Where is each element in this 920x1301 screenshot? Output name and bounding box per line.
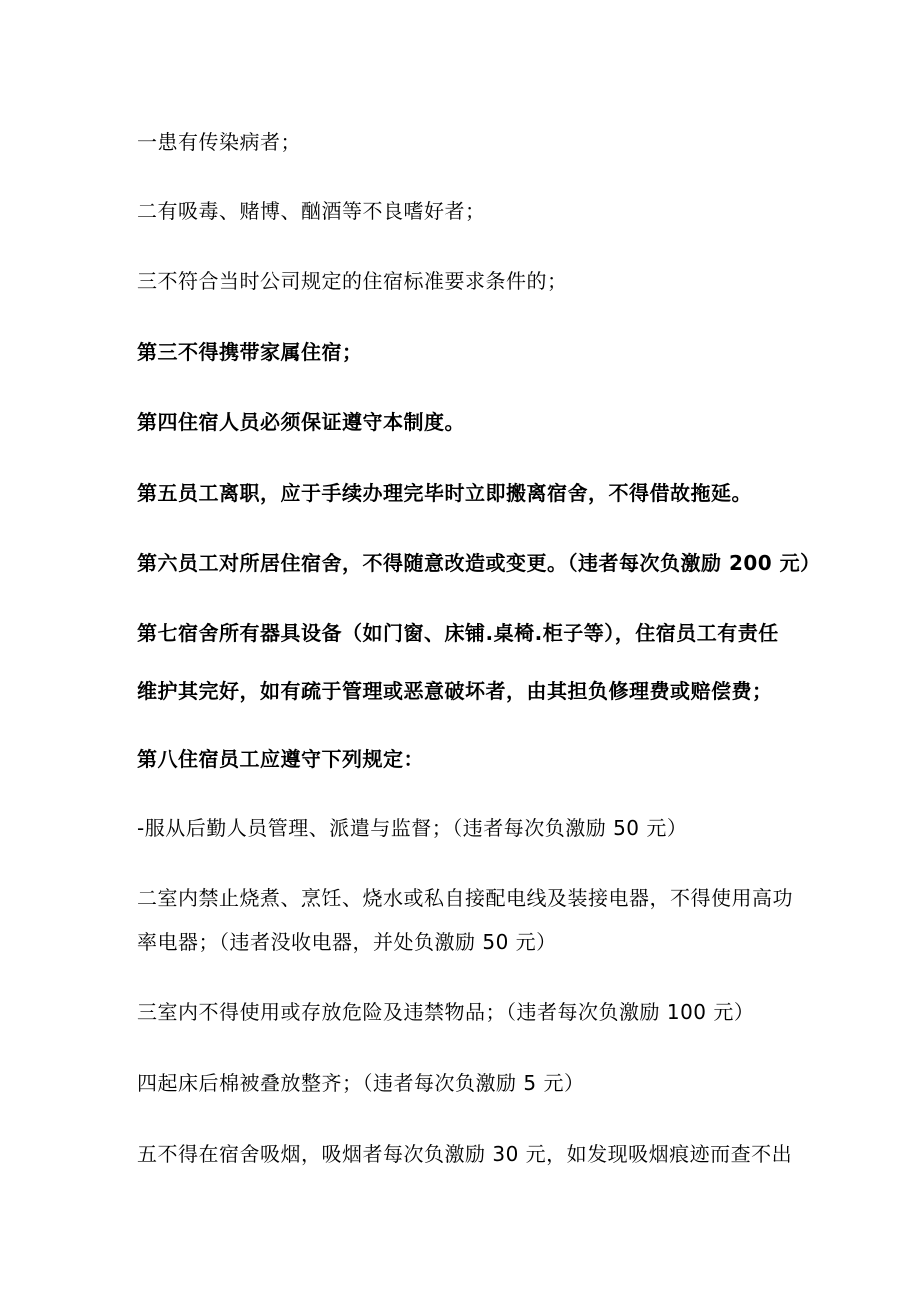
rule-2-line-2: 率电器；（违者没收电器，并处负激励 50 元） xyxy=(137,930,557,954)
article-3: 第三不得携带家属住宿； xyxy=(137,340,363,364)
rule-5: 五不得在宿舍吸烟，吸烟者每次负激励 30 元，如发现吸烟痕迹而查不出 xyxy=(137,1142,793,1166)
article-7-line-2: 维护其完好，如有疏于管理或恶意破坏者，由其担负修理费或赔偿费； xyxy=(137,679,773,703)
doc-line-2: 二有吸毒、赌博、酗酒等不良嗜好者； xyxy=(137,199,486,223)
article-4: 第四住宿人员必须保证遵守本制度。 xyxy=(137,410,465,434)
doc-line-3: 三不符合当时公司规定的住宿标准要求条件的； xyxy=(137,269,568,293)
rule-2-line-1: 二室内禁止烧煮、烹饪、烧水或私自接配电线及装接电器，不得使用高功 xyxy=(137,886,793,910)
rule-1: -服从后勤人员管理、派遣与监督；（违者每次负激励 50 元） xyxy=(137,816,688,840)
article-8: 第八住宿员工应遵守下列规定： xyxy=(137,747,424,771)
doc-line-1: 一患有传染病者； xyxy=(137,130,301,154)
rule-4: 四起床后棉被叠放整齐；（违者每次负激励 5 元） xyxy=(137,1071,585,1095)
rule-3: 三室内不得使用或存放危险及违禁物品；（违者每次负激励 100 元） xyxy=(137,1000,755,1024)
article-6: 第六员工对所居住宿舍，不得随意改造或变更。（违者每次负激励 200 元） xyxy=(137,551,821,575)
article-7-line-1: 第七宿舍所有器具设备（如门窗、床铺.桌椅.柜子等），住宿员工有责任 xyxy=(137,621,779,645)
article-5: 第五员工离职，应于手续办理完毕时立即搬离宿舍，不得借故拖延。 xyxy=(137,481,752,505)
